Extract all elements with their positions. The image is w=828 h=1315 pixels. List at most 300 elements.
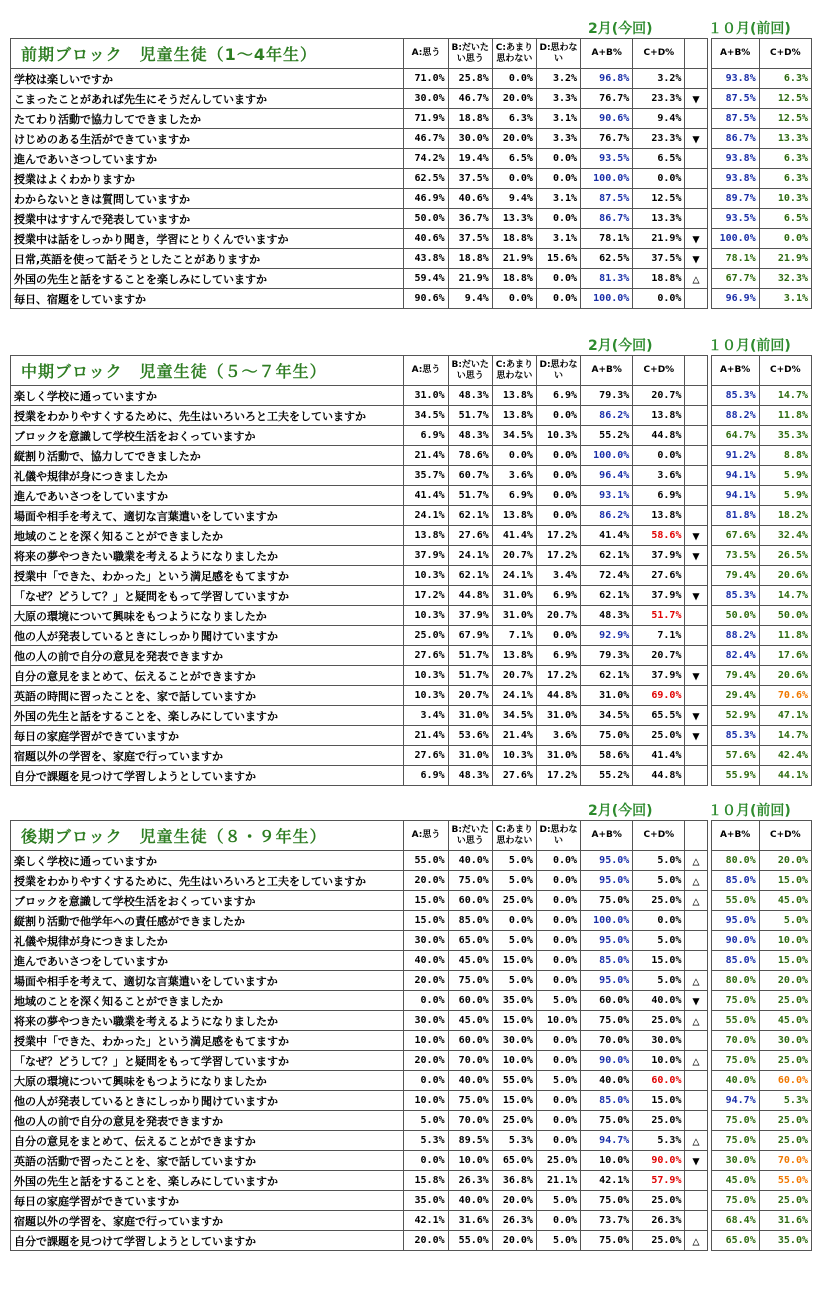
value-d: 0.0% <box>536 1111 580 1131</box>
prev-value-ab: 68.4% <box>711 1211 759 1231</box>
prev-value-cd: 17.6% <box>759 646 811 666</box>
value-c: 6.5% <box>492 149 536 169</box>
value-cd: 37.9% <box>633 586 685 606</box>
prev-value-ab: 93.8% <box>711 149 759 169</box>
question-text: 大原の環境について興味をもつようになりましたか <box>11 606 404 626</box>
value-ab: 86.2% <box>581 506 633 526</box>
value-b: 89.5% <box>448 1131 492 1151</box>
value-b: 62.1% <box>448 566 492 586</box>
block-title: 中期ブロック 児童生徒（５～７年生） <box>11 356 404 386</box>
question-text: 英語の時間に習ったことを、家で話していますか <box>11 686 404 706</box>
value-cd: 3.2% <box>633 69 685 89</box>
value-b: 67.9% <box>448 626 492 646</box>
value-ab: 81.3% <box>581 269 633 289</box>
prev-value-cd: 0.0% <box>759 229 811 249</box>
value-c: 0.0% <box>492 911 536 931</box>
table-row <box>11 89 812 109</box>
trend-mark <box>685 746 707 766</box>
trend-mark <box>685 289 707 309</box>
value-b: 78.6% <box>448 446 492 466</box>
trend-mark <box>685 209 707 229</box>
value-a: 3.4% <box>404 706 448 726</box>
value-a: 55.0% <box>404 851 448 871</box>
value-ab: 75.0% <box>581 1191 633 1211</box>
table-row <box>11 289 812 309</box>
value-c: 9.4% <box>492 189 536 209</box>
prev-value-ab: 87.5% <box>711 109 759 129</box>
prev-value-ab: 30.0% <box>711 1151 759 1171</box>
value-d: 6.9% <box>536 386 580 406</box>
header-ab-prev: A+B% <box>711 821 759 851</box>
value-a: 43.8% <box>404 249 448 269</box>
value-ab: 90.0% <box>581 1051 633 1071</box>
value-c: 31.0% <box>492 586 536 606</box>
value-a: 10.3% <box>404 666 448 686</box>
table-row <box>11 586 812 606</box>
value-d: 0.0% <box>536 169 580 189</box>
value-cd: 20.7% <box>633 646 685 666</box>
header-b: B:だいたい思う <box>448 356 492 386</box>
prev-value-cd: 35.0% <box>759 1231 811 1251</box>
header-b: B:だいたい思う <box>448 821 492 851</box>
prev-value-ab: 45.0% <box>711 1171 759 1191</box>
value-b: 31.0% <box>448 706 492 726</box>
value-d: 0.0% <box>536 851 580 871</box>
value-ab: 100.0% <box>581 446 633 466</box>
question-text: 場面や相手を考えて、適切な言葉遣いをしていますか <box>11 506 404 526</box>
trend-mark: ▼ <box>685 666 707 686</box>
block-title: 後期ブロック 児童生徒（８・９年生） <box>11 821 404 851</box>
value-c: 0.0% <box>492 446 536 466</box>
value-a: 37.9% <box>404 546 448 566</box>
header-cd-prev: C+D% <box>759 356 811 386</box>
value-ab: 100.0% <box>581 169 633 189</box>
trend-mark: ▼ <box>685 586 707 606</box>
table-row <box>11 229 812 249</box>
value-b: 62.1% <box>448 506 492 526</box>
prev-value-cd: 10.3% <box>759 189 811 209</box>
table-row <box>11 506 812 526</box>
header-ab: A+B% <box>581 39 633 69</box>
value-c: 34.5% <box>492 426 536 446</box>
value-b: 21.9% <box>448 269 492 289</box>
question-text: 「なぜ？どうして？」と疑問をもって学習していますか <box>11 1051 404 1071</box>
value-b: 40.6% <box>448 189 492 209</box>
header-b: B:だいたい思う <box>448 39 492 69</box>
table-row <box>11 1171 812 1191</box>
value-d: 10.0% <box>536 1011 580 1031</box>
value-a: 15.8% <box>404 1171 448 1191</box>
value-ab: 55.2% <box>581 766 633 786</box>
question-text: 礼儀や規律が身につきましたか <box>11 931 404 951</box>
prev-value-ab: 67.6% <box>711 526 759 546</box>
question-text: 礼儀や規律が身につきましたか <box>11 466 404 486</box>
value-ab: 100.0% <box>581 911 633 931</box>
header-mark <box>685 356 707 386</box>
trend-mark <box>685 911 707 931</box>
prev-value-cd: 35.3% <box>759 426 811 446</box>
prev-value-cd: 18.2% <box>759 506 811 526</box>
prev-value-cd: 70.0% <box>759 1151 811 1171</box>
trend-mark <box>685 1191 707 1211</box>
table-row <box>11 1211 812 1231</box>
trend-mark: △ <box>685 1011 707 1031</box>
value-c: 6.9% <box>492 486 536 506</box>
prev-value-ab: 40.0% <box>711 1071 759 1091</box>
value-ab: 95.0% <box>581 971 633 991</box>
prev-value-ab: 86.7% <box>711 129 759 149</box>
question-text: 進んであいさつをしていますか <box>11 951 404 971</box>
value-cd: 12.5% <box>633 189 685 209</box>
table-row <box>11 209 812 229</box>
value-b: 48.3% <box>448 766 492 786</box>
value-b: 70.0% <box>448 1111 492 1131</box>
value-ab: 42.1% <box>581 1171 633 1191</box>
question-text: たてわり活動で協力してできましたか <box>11 109 404 129</box>
value-d: 17.2% <box>536 526 580 546</box>
value-cd: 18.8% <box>633 269 685 289</box>
value-a: 35.7% <box>404 466 448 486</box>
trend-mark <box>685 69 707 89</box>
question-text: 自分の意見をまとめて、伝えることができますか <box>11 666 404 686</box>
trend-mark <box>685 951 707 971</box>
value-d: 31.0% <box>536 706 580 726</box>
question-text: 場面や相手を考えて、適切な言葉遣いをしていますか <box>11 971 404 991</box>
value-a: 41.4% <box>404 486 448 506</box>
value-d: 3.1% <box>536 109 580 129</box>
question-text: 自分で課題を見つけて学習しようとしていますか <box>11 766 404 786</box>
prev-value-ab: 64.7% <box>711 426 759 446</box>
value-c: 13.3% <box>492 209 536 229</box>
value-a: 35.0% <box>404 1191 448 1211</box>
value-b: 55.0% <box>448 1231 492 1251</box>
value-d: 20.7% <box>536 606 580 626</box>
table-row <box>11 971 812 991</box>
header-d: D:思わない <box>536 39 580 69</box>
question-text: 他の人の前で自分の意見を発表できますか <box>11 646 404 666</box>
prev-value-ab: 78.1% <box>711 249 759 269</box>
value-a: 24.1% <box>404 506 448 526</box>
value-c: 34.5% <box>492 706 536 726</box>
value-c: 5.0% <box>492 871 536 891</box>
value-c: 25.0% <box>492 891 536 911</box>
prev-value-cd: 20.0% <box>759 851 811 871</box>
value-a: 59.4% <box>404 269 448 289</box>
trend-mark <box>685 566 707 586</box>
value-ab: 75.0% <box>581 891 633 911</box>
value-ab: 75.0% <box>581 726 633 746</box>
value-c: 27.6% <box>492 766 536 786</box>
table-row <box>11 1151 812 1171</box>
table-row <box>11 69 812 89</box>
question-text: 自分で課題を見つけて学習しようとしていますか <box>11 1231 404 1251</box>
value-d: 0.0% <box>536 149 580 169</box>
value-a: 50.0% <box>404 209 448 229</box>
value-cd: 37.9% <box>633 546 685 566</box>
prev-value-cd: 20.0% <box>759 971 811 991</box>
value-b: 75.0% <box>448 871 492 891</box>
table-row <box>11 1051 812 1071</box>
value-a: 10.3% <box>404 686 448 706</box>
value-cd: 13.3% <box>633 209 685 229</box>
question-text: 授業をわかりやすくするために、先生はいろいろと工夫をしていますか <box>11 871 404 891</box>
value-c: 18.8% <box>492 229 536 249</box>
table-row <box>11 851 812 871</box>
trend-mark <box>685 406 707 426</box>
value-a: 10.3% <box>404 606 448 626</box>
header-d: D:思わない <box>536 356 580 386</box>
prev-value-ab: 70.0% <box>711 1031 759 1051</box>
trend-mark: ▼ <box>685 706 707 726</box>
value-b: 19.4% <box>448 149 492 169</box>
current-period-label: 2月(今回) <box>588 338 653 354</box>
value-d: 6.9% <box>536 586 580 606</box>
value-a: 71.9% <box>404 109 448 129</box>
table-row <box>11 871 812 891</box>
prev-value-cd: 50.0% <box>759 606 811 626</box>
prev-value-cd: 47.1% <box>759 706 811 726</box>
value-d: 21.1% <box>536 1171 580 1191</box>
value-a: 46.9% <box>404 189 448 209</box>
block-title: 前期ブロック 児童生徒（1～4年生） <box>11 39 404 69</box>
value-b: 18.8% <box>448 249 492 269</box>
trend-mark <box>685 1171 707 1191</box>
value-d: 0.0% <box>536 466 580 486</box>
value-ab: 86.7% <box>581 209 633 229</box>
value-c: 55.0% <box>492 1071 536 1091</box>
value-d: 0.0% <box>536 289 580 309</box>
trend-mark: △ <box>685 1051 707 1071</box>
value-c: 20.0% <box>492 89 536 109</box>
value-c: 30.0% <box>492 1031 536 1051</box>
previous-period-label: １０月(前回) <box>708 21 791 37</box>
table-row <box>11 129 812 149</box>
question-text: 地域のことを深く知ることができましたか <box>11 991 404 1011</box>
question-text: ブロックを意識して学校生活をおくっていますか <box>11 891 404 911</box>
prev-value-ab: 100.0% <box>711 229 759 249</box>
value-cd: 37.5% <box>633 249 685 269</box>
trend-mark: ▼ <box>685 526 707 546</box>
value-c: 20.7% <box>492 546 536 566</box>
value-cd: 5.0% <box>633 851 685 871</box>
prev-value-ab: 79.4% <box>711 566 759 586</box>
prev-value-ab: 94.7% <box>711 1091 759 1111</box>
prev-value-ab: 94.1% <box>711 466 759 486</box>
value-cd: 25.0% <box>633 891 685 911</box>
value-ab: 62.1% <box>581 546 633 566</box>
prev-value-cd: 42.4% <box>759 746 811 766</box>
value-b: 75.0% <box>448 971 492 991</box>
question-text: 宿題以外の学習を、家庭で行っていますか <box>11 746 404 766</box>
prev-value-cd: 13.3% <box>759 129 811 149</box>
value-d: 5.0% <box>536 1191 580 1211</box>
value-b: 60.0% <box>448 1031 492 1051</box>
prev-value-cd: 10.0% <box>759 931 811 951</box>
header-a: A:思う <box>404 356 448 386</box>
question-text: 授業中「できた、わかった」という満足感をもてますか <box>11 1031 404 1051</box>
current-period-label: 2月(今回) <box>588 803 653 819</box>
prev-value-ab: 65.0% <box>711 1231 759 1251</box>
value-cd: 44.8% <box>633 426 685 446</box>
value-d: 3.6% <box>536 726 580 746</box>
value-b: 51.7% <box>448 646 492 666</box>
trend-mark <box>685 466 707 486</box>
question-text: 学校は楽しいですか <box>11 69 404 89</box>
prev-value-ab: 96.9% <box>711 289 759 309</box>
value-ab: 58.6% <box>581 746 633 766</box>
trend-mark: ▼ <box>685 991 707 1011</box>
table-row <box>11 931 812 951</box>
question-text: 毎日の家庭学習ができていますか <box>11 1191 404 1211</box>
value-cd: 60.0% <box>633 1071 685 1091</box>
value-cd: 20.7% <box>633 386 685 406</box>
value-d: 0.0% <box>536 971 580 991</box>
question-text: わからないときは質問していますか <box>11 189 404 209</box>
question-text: ブロックを意識して学校生活をおくっていますか <box>11 426 404 446</box>
trend-mark: △ <box>685 269 707 289</box>
question-text: 進んであいさつしていますか <box>11 149 404 169</box>
value-cd: 40.0% <box>633 991 685 1011</box>
value-cd: 23.3% <box>633 129 685 149</box>
value-ab: 79.3% <box>581 386 633 406</box>
value-d: 17.2% <box>536 666 580 686</box>
value-d: 0.0% <box>536 1211 580 1231</box>
question-text: 毎日の家庭学習ができていますか <box>11 726 404 746</box>
question-text: 授業中「できた、わかった」という満足感をもてますか <box>11 566 404 586</box>
value-ab: 86.2% <box>581 406 633 426</box>
trend-mark: △ <box>685 871 707 891</box>
value-cd: 26.3% <box>633 1211 685 1231</box>
header-mark <box>685 821 707 851</box>
header-cd: C+D% <box>633 821 685 851</box>
value-d: 5.0% <box>536 1071 580 1091</box>
value-b: 26.3% <box>448 1171 492 1191</box>
prev-value-cd: 3.1% <box>759 289 811 309</box>
prev-value-ab: 50.0% <box>711 606 759 626</box>
table-row <box>11 446 812 466</box>
survey-block <box>10 18 812 309</box>
value-b: 53.6% <box>448 726 492 746</box>
value-a: 5.0% <box>404 1111 448 1131</box>
header-c: C:あまり思わない <box>492 356 536 386</box>
value-cd: 0.0% <box>633 446 685 466</box>
value-cd: 5.0% <box>633 871 685 891</box>
value-d: 3.3% <box>536 129 580 149</box>
prev-value-cd: 45.0% <box>759 1011 811 1031</box>
period-labels <box>10 335 812 355</box>
survey-block <box>10 335 812 786</box>
prev-value-ab: 75.0% <box>711 1111 759 1131</box>
prev-value-cd: 14.7% <box>759 386 811 406</box>
period-labels <box>10 800 812 820</box>
prev-value-ab: 29.4% <box>711 686 759 706</box>
value-c: 13.8% <box>492 506 536 526</box>
value-b: 60.0% <box>448 891 492 911</box>
value-d: 6.9% <box>536 646 580 666</box>
value-a: 15.0% <box>404 891 448 911</box>
trend-mark <box>685 1091 707 1111</box>
value-ab: 40.0% <box>581 1071 633 1091</box>
prev-value-ab: 94.1% <box>711 486 759 506</box>
prev-value-ab: 80.0% <box>711 971 759 991</box>
prev-value-cd: 32.4% <box>759 526 811 546</box>
prev-value-cd: 14.7% <box>759 726 811 746</box>
table-row <box>11 169 812 189</box>
prev-value-ab: 67.7% <box>711 269 759 289</box>
prev-value-ab: 80.0% <box>711 851 759 871</box>
value-d: 0.0% <box>536 1051 580 1071</box>
value-a: 10.0% <box>404 1031 448 1051</box>
prev-value-ab: 95.0% <box>711 911 759 931</box>
value-c: 15.0% <box>492 951 536 971</box>
prev-value-cd: 44.1% <box>759 766 811 786</box>
value-cd: 69.0% <box>633 686 685 706</box>
value-c: 41.4% <box>492 526 536 546</box>
prev-value-ab: 75.0% <box>711 991 759 1011</box>
survey-table <box>10 820 812 1251</box>
value-d: 0.0% <box>536 506 580 526</box>
value-a: 27.6% <box>404 646 448 666</box>
table-row <box>11 566 812 586</box>
table-row <box>11 386 812 406</box>
value-c: 25.0% <box>492 1111 536 1131</box>
value-d: 15.6% <box>536 249 580 269</box>
value-c: 21.9% <box>492 249 536 269</box>
value-cd: 65.5% <box>633 706 685 726</box>
prev-value-cd: 25.0% <box>759 1191 811 1211</box>
question-text: 他の人が発表しているときにしっかり聞けていますか <box>11 1091 404 1111</box>
table-row <box>11 991 812 1011</box>
value-ab: 78.1% <box>581 229 633 249</box>
value-a: 40.0% <box>404 951 448 971</box>
value-c: 5.0% <box>492 971 536 991</box>
value-ab: 90.6% <box>581 109 633 129</box>
value-b: 10.0% <box>448 1151 492 1171</box>
value-cd: 37.9% <box>633 666 685 686</box>
trend-mark: △ <box>685 1131 707 1151</box>
prev-value-ab: 75.0% <box>711 1191 759 1211</box>
table-row <box>11 746 812 766</box>
header-c: C:あまり思わない <box>492 39 536 69</box>
table-row <box>11 951 812 971</box>
value-a: 17.2% <box>404 586 448 606</box>
value-b: 65.0% <box>448 931 492 951</box>
value-a: 71.0% <box>404 69 448 89</box>
prev-value-ab: 93.8% <box>711 69 759 89</box>
value-ab: 79.3% <box>581 646 633 666</box>
value-c: 65.0% <box>492 1151 536 1171</box>
value-ab: 94.7% <box>581 1131 633 1151</box>
prev-value-ab: 85.0% <box>711 871 759 891</box>
value-d: 17.2% <box>536 766 580 786</box>
value-ab: 62.1% <box>581 586 633 606</box>
value-c: 5.0% <box>492 851 536 871</box>
table-row <box>11 426 812 446</box>
trend-mark <box>685 446 707 466</box>
value-cd: 41.4% <box>633 746 685 766</box>
header-ab-prev: A+B% <box>711 39 759 69</box>
prev-value-ab: 85.3% <box>711 586 759 606</box>
prev-value-ab: 81.8% <box>711 506 759 526</box>
value-cd: 15.0% <box>633 1091 685 1111</box>
prev-value-cd: 12.5% <box>759 109 811 129</box>
prev-value-ab: 91.2% <box>711 446 759 466</box>
question-text: 授業をわかりやすくするために、先生はいろいろと工夫をしていますか <box>11 406 404 426</box>
value-d: 25.0% <box>536 1151 580 1171</box>
value-d: 0.0% <box>536 269 580 289</box>
prev-value-cd: 25.0% <box>759 991 811 1011</box>
value-ab: 95.0% <box>581 851 633 871</box>
